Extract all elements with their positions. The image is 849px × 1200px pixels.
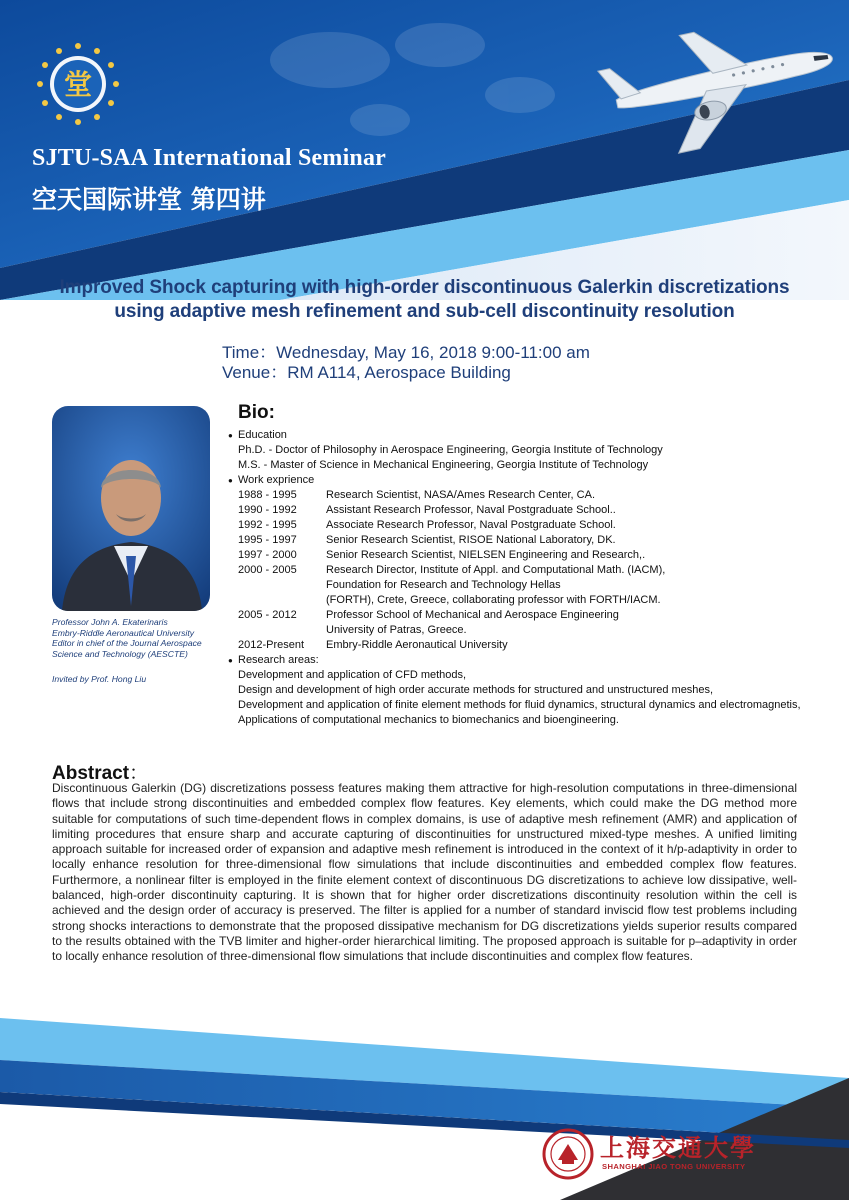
speaker-photo (52, 406, 210, 611)
talk-time: Time：Wednesday, May 16, 2018 9:00-11:00 am (222, 343, 590, 362)
bio-work-label: ● Work exprience (228, 473, 828, 488)
work-years (238, 623, 326, 638)
work-years: 1990 - 1992 (238, 504, 297, 516)
bio-research-item: Development and application of finite element methods for fluid dynamics, structural dynamics and electromagnetis, (238, 699, 801, 711)
work-role: Assistant Research Professor, Naval Postgraduate School.. (326, 504, 616, 516)
university-name-en: SHANGHAI JIAO TONG UNIVERSITY (602, 1162, 746, 1171)
airplane-icon (595, 8, 845, 158)
work-years (238, 593, 326, 608)
work-role: Senior Research Scientist, NIELSEN Engineering and Research,. (326, 549, 646, 561)
work-years: 1992 - 1995 (238, 519, 297, 531)
bio-work-row (228, 503, 828, 518)
work-role: (FORTH), Crete, Greece, collaborating professor with FORTH/IACM. (326, 594, 661, 606)
talk-title-line2: using adaptive mesh refinement and sub-cell discontinuity resolution (114, 301, 735, 322)
bio-research-item: Design and development of high order accurate methods for structured and unstructured meshes, (238, 684, 714, 696)
university-name-cn: 上海交通大學 (600, 1133, 756, 1162)
bio-research-item: Applications of computational mechanics to biomechanics and bioengineering. (238, 714, 619, 726)
bio-section (228, 428, 828, 728)
bio-work-row (228, 488, 828, 503)
caption-line: Editor in chief of the Journal Aerospace (52, 638, 202, 648)
bio-work-row (228, 533, 828, 548)
bio-work-row (228, 563, 828, 578)
seminar-subtitle: 空天国际讲堂 第四讲 (32, 185, 266, 214)
work-years (238, 578, 326, 593)
talk-title (20, 276, 829, 324)
work-role: Research Scientist, NASA/Ames Research Center, CA. (326, 489, 595, 501)
work-role: University of Patras, Greece. (326, 624, 467, 636)
svg-text:堂: 堂 (63, 68, 93, 101)
talk-title-line1: Improved Shock capturing with high-order discontinuous Galerkin discretizations (59, 277, 790, 298)
seminar-logo (30, 36, 126, 132)
bio-education-item: M.S. - Master of Science in Mechanical Engineering, Georgia Institute of Technology (238, 459, 649, 471)
work-role: Senior Research Scientist, RISOE National Laboratory, DK. (326, 534, 616, 546)
abstract-heading-text: Abstract (52, 763, 130, 784)
seminar-title: SJTU-SAA International Seminar (32, 145, 387, 171)
work-role: Associate Research Professor, Naval Postgraduate School. (326, 519, 616, 531)
abstract-heading-colon: ： (129, 763, 149, 784)
caption-line: Embry-Riddle Aeronautical University (52, 627, 195, 638)
work-role: Foundation for Research and Technology Hellas (326, 579, 561, 591)
work-role: Professor School of Mechanical and Aerospace Engineering (326, 609, 619, 621)
work-years: 2005 - 2012 (238, 609, 297, 621)
work-years: 1988 - 1995 (238, 489, 297, 501)
invited-by: Invited by Prof. Hong Liu (52, 674, 147, 684)
caption-line: Professor John A. Ekaterinaris (52, 617, 168, 627)
bio-education-label: ● Education (228, 428, 828, 443)
work-years: 1997 - 2000 (238, 549, 297, 561)
bio-work-row (228, 548, 828, 563)
work-years: 1995 - 1997 (238, 534, 297, 546)
talk-venue: Venue：RM A114, Aerospace Building (222, 363, 511, 382)
bio-work-row (228, 608, 828, 623)
work-years: 2012-Present (238, 639, 305, 651)
speaker-caption (52, 617, 232, 659)
bio-research-label: ● Research areas: (228, 653, 828, 668)
bio-work-row (228, 638, 828, 653)
bio-research-item: Development and application of CFD methods, (238, 669, 467, 681)
work-years: 2000 - 2005 (238, 564, 297, 576)
bio-work-row (228, 593, 828, 608)
work-role: Embry-Riddle Aeronautical University (326, 639, 508, 651)
bio-work-row (228, 578, 828, 593)
abstract-text: Discontinuous Galerkin (DG) discretizations possess features making them attractive for high-resolution computations in three-dimensional flows that include strong discontinuities and embedded complex flow features. Key elements, which could make the DG method more suitable for computations of such time-dependent flows in complex domains, is use of adaptive mesh refinement (AMR) and application of limiting procedures that ensure sharp and accurate capturing of discontinuities for unstructured mixed-type meshes. A unified limiting approach suitable for increased order of expansion and adaptive mesh refinement is introduced in the context of it h/p-adaptivity in order to locally enhance resolution for three-dimensional flow simulations that include discontinuities and embedded complex flow features. Furthermore, a nonlinear filter is employed in the finite element context of discontinuous DG discretizations to achieve low dissipative, well-balanced, high-order discontinuity capturing. It is shown that for higher order discretizations discontinuity resolution within the cell is achieved and the design order of accuracy is preserved. The filter is applied for a number of standard inviscid flow test problems including strong shocks interactions to demonstrate that the proposed dissipative mechanism for DG discretizations yields superior results compared to the results obtained with the TVB limiter and higher-order hierarchical limiting. The proposed approach is suitable for p–adaptivity in order to locally enhance resolution of three-dimensional flow simulations that include discontinuities and complex flow features. (52, 781, 797, 964)
bio-heading: Bio: (238, 402, 275, 423)
bio-work-row (228, 623, 828, 638)
caption-line: Science and Technology (AESCTE) (52, 648, 188, 659)
work-role: Research Director, Institute of Appl. and Computational Math. (IACM), (326, 564, 666, 576)
bio-education-item: Ph.D. - Doctor of Philosophy in Aerospace Engineering, Georgia Institute of Technology (238, 444, 663, 456)
bio-work-row (228, 518, 828, 533)
